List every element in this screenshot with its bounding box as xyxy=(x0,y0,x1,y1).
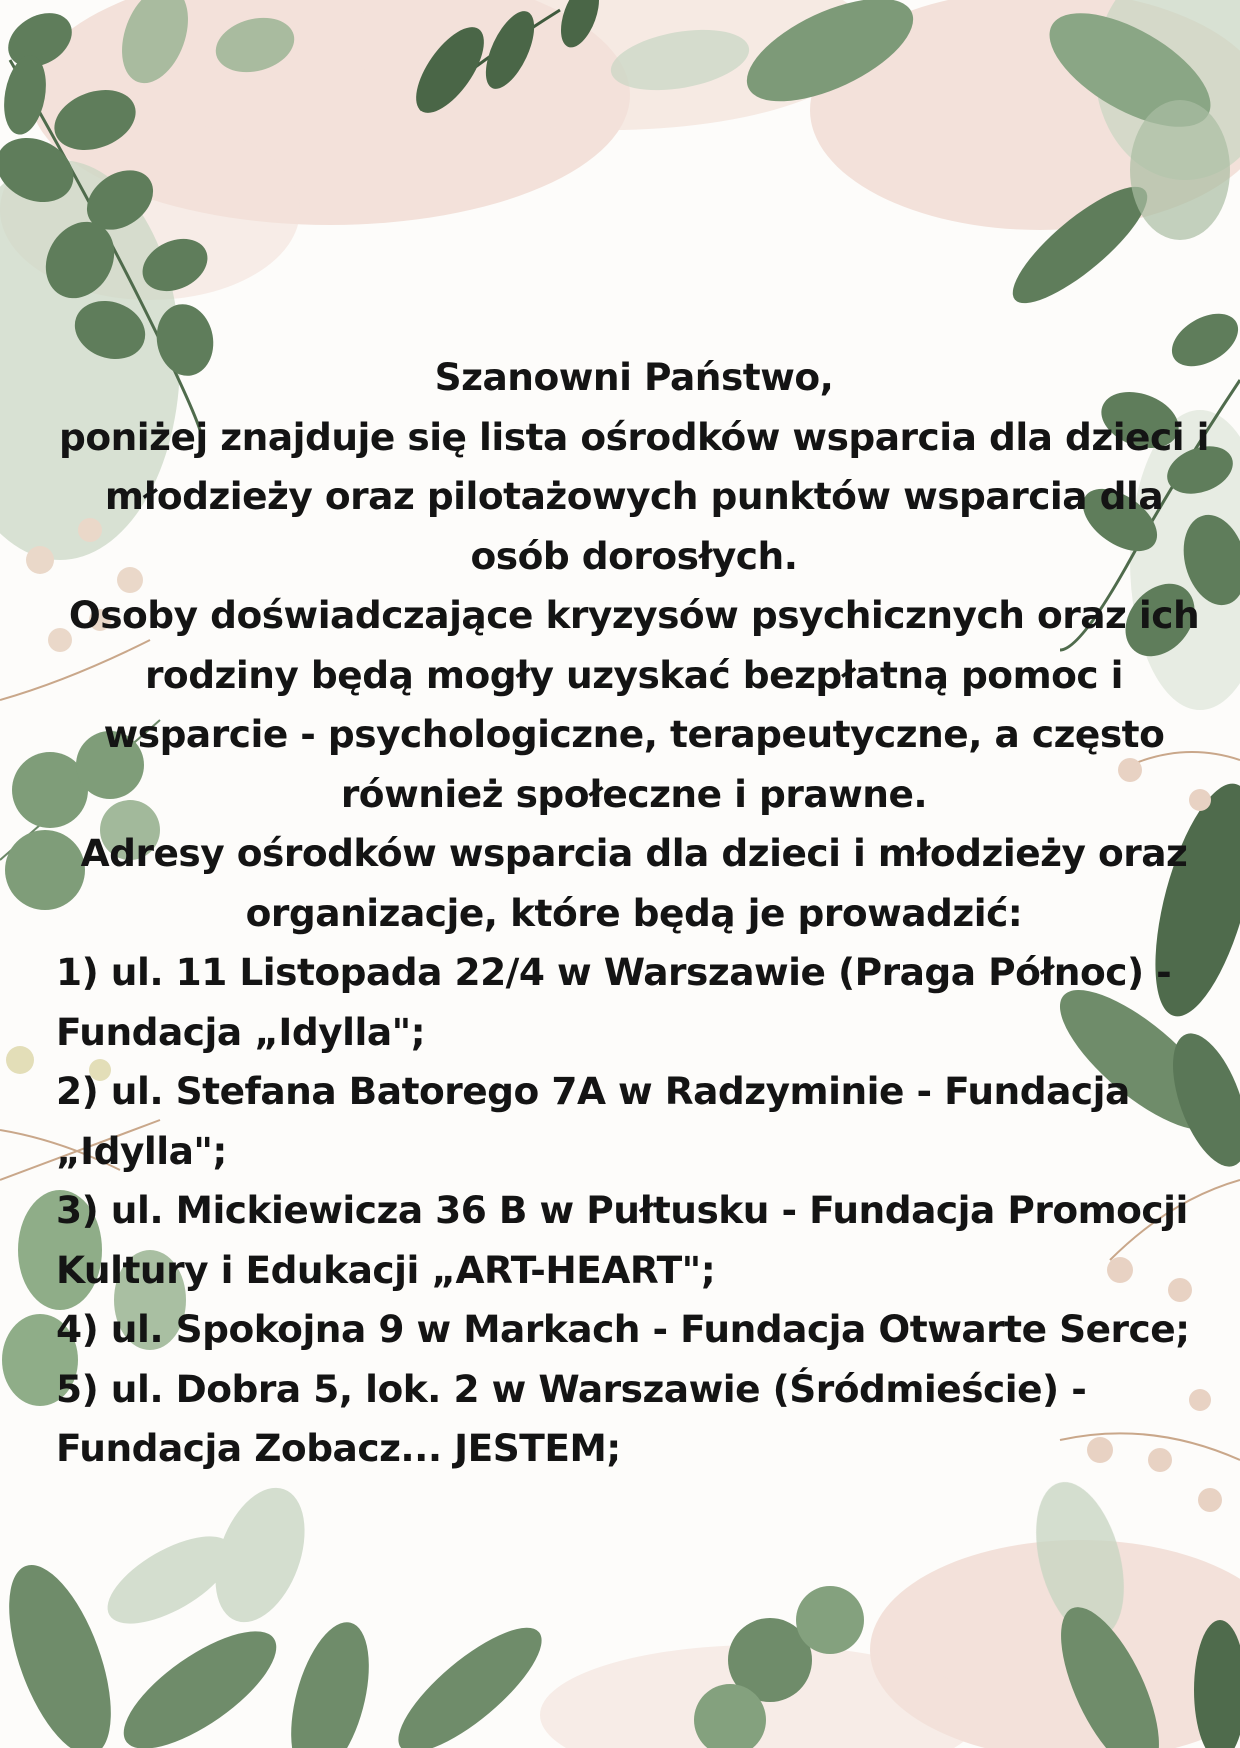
intro-paragraph: poniżej znajduje się lista ośrodków wsparcia dla dzieci i młodzieży oraz pilotażowych punktów wsparcia dla osób dorosłych. xyxy=(58,414,1209,578)
address-item: 5) ul. Dobra 5, lok. 2 w Warszawie (Śródmieście) - Fundacja Zobacz... JESTEM; xyxy=(56,1366,1087,1470)
addresses-heading: Adresy ośrodków wsparcia dla dzieci i młodzieży oraz organizacje, które będą je prowadzić: xyxy=(80,831,1188,935)
letter-body xyxy=(54,348,1214,1479)
address-item: 3) ul. Mickiewicza 36 B w Pułtusku - Fundacja Promocji Kultury i Edukacji „ART-HEART"; xyxy=(56,1188,1188,1292)
support-info-paragraph: Osoby doświadczające kryzysów psychicznych oraz ich rodziny będą mogły uzyskać bezpłatną pomoc i wsparcie - psychologiczne, terapeutyczne, a często również społeczne i prawne. xyxy=(68,593,1200,816)
address-item: 4) ul. Spokojna 9 w Markach - Fundacja Otwarte Serce; xyxy=(56,1307,1190,1351)
address-item: 2) ul. Stefana Batorego 7A w Radzyminie - Fundacja „Idylla"; xyxy=(56,1069,1130,1173)
address-item: 1) ul. 11 Listopada 22/4 w Warszawie (Praga Północ) - Fundacja „Idylla"; xyxy=(56,950,1172,1054)
greeting: Szanowni Państwo, xyxy=(434,355,834,399)
